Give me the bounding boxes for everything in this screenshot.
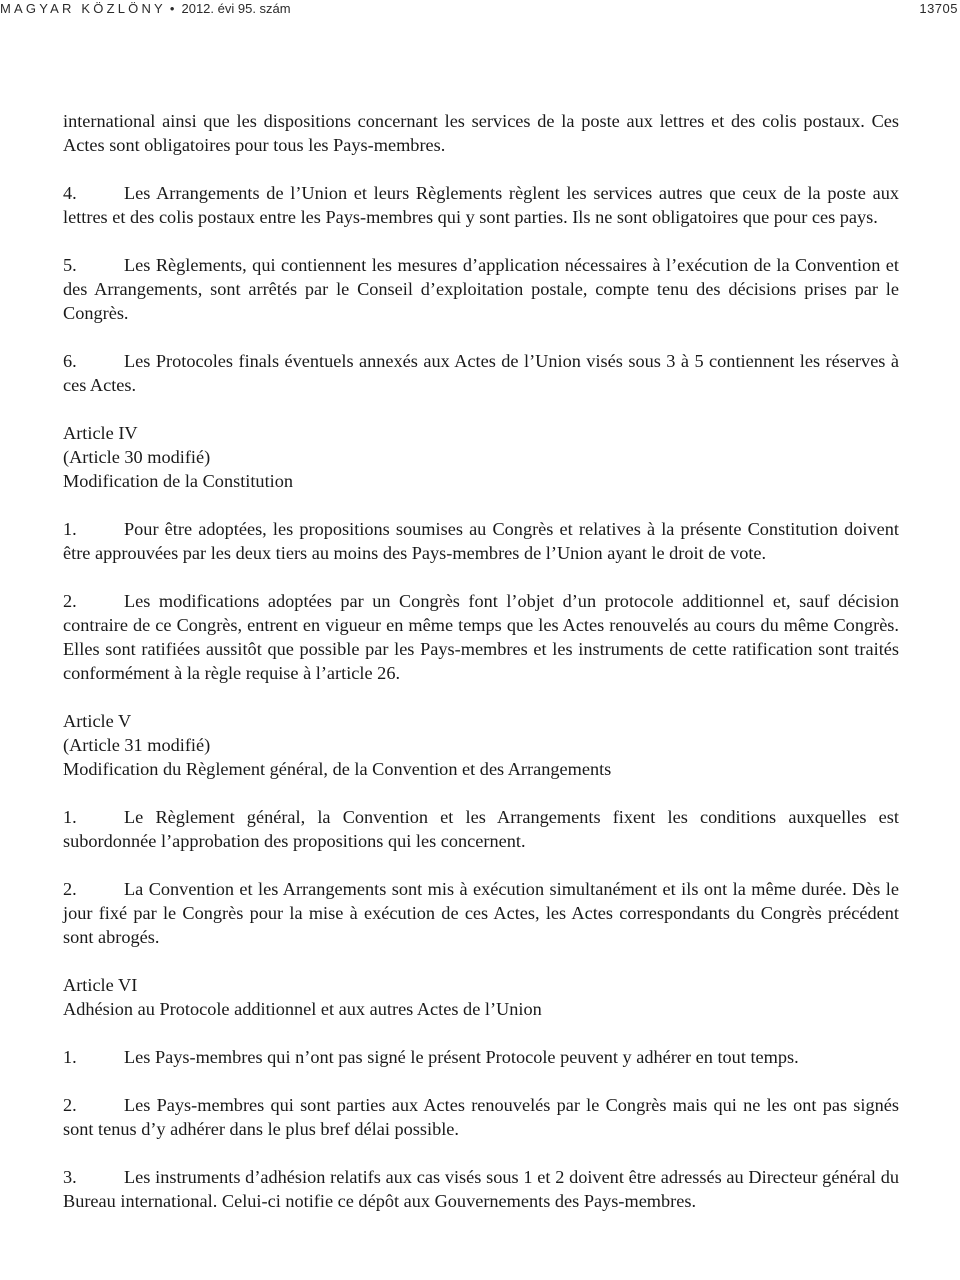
paragraph-number: 2. xyxy=(63,879,77,899)
paragraph xyxy=(63,1165,899,1213)
paragraph-text: Le Règlement général, la Convention et les Arrangements fixent les conditions auxquelles est subordonnée l’approbation des propositions qui les concernent. xyxy=(63,807,899,851)
paragraph xyxy=(63,517,899,565)
article-caption: Adhésion au Protocole additionnel et aux autres Actes de l’Union xyxy=(63,999,542,1019)
paragraph xyxy=(63,253,899,325)
paragraph-text: Pour être adoptées, les propositions soumises au Congrès et relatives à la présente Constitution doivent être approuvées par les deux tiers au moins des Pays-membres de l’Union ayant le droit de vote. xyxy=(63,519,899,563)
page-number: 13705 xyxy=(919,1,958,16)
paragraph-text: Les instruments d’adhésion relatifs aux cas visés sous 1 et 2 doivent être adressés au Directeur général du Bureau international. Celui-ci notifie ce dépôt aux Gouvernements des Pays-membres. xyxy=(63,1167,899,1211)
paragraph xyxy=(63,589,899,685)
paragraph-number: 1. xyxy=(63,807,77,827)
paragraph-number: 4. xyxy=(63,183,77,203)
paragraph-continuation xyxy=(63,109,899,157)
running-head xyxy=(0,1,291,16)
article-heading xyxy=(63,709,899,781)
article-subtitle: (Article 30 modifié) xyxy=(63,447,211,467)
page-header xyxy=(0,0,960,22)
article-title: Article V xyxy=(63,711,132,731)
paragraph xyxy=(63,1093,899,1141)
paragraph-text: Les Pays-membres qui sont parties aux Actes renouvelés par le Congrès mais qui ne les ont pas signés sont tenus d’y adhérer dans le plus bref délai possible. xyxy=(63,1095,899,1139)
paragraph-number: 5. xyxy=(63,255,77,275)
paragraph-number: 3. xyxy=(63,1167,77,1187)
issue-label: 2012. évi 95. szám xyxy=(181,1,291,16)
document-body xyxy=(63,109,899,1213)
paragraph-text: international ainsi que les dispositions concernant les services de la poste aux lettres et des colis postaux. Ces Actes sont obligatoires pour tous les Pays-membres. xyxy=(63,111,899,155)
article-heading xyxy=(63,973,899,1021)
paragraph-number: 2. xyxy=(63,1095,77,1115)
paragraph xyxy=(63,877,899,949)
bullet-separator: • xyxy=(169,1,175,16)
paragraph-text: La Convention et les Arrangements sont mis à exécution simultanément et ils ont la même durée. Dès le jour fixé par le Congrès pour la mise à exécution de ces Actes, les Actes correspondants du Congrès précédent sont abrogés. xyxy=(63,879,899,947)
article-caption: Modification de la Constitution xyxy=(63,471,294,491)
article-heading xyxy=(63,421,899,493)
paragraph-text: Les Arrangements de l’Union et leurs Règlements règlent les services autres que ceux de la poste aux lettres et des colis postaux entre les Pays-membres qui y sont parties. Ils ne sont obligatoires que pour ces pays. xyxy=(63,183,899,227)
paragraph-number: 1. xyxy=(63,519,77,539)
article-subtitle: (Article 31 modifié) xyxy=(63,735,211,755)
paragraph-text: Les Protocoles finals éventuels annexés aux Actes de l’Union visés sous 3 à 5 contiennent les réserves à ces Actes. xyxy=(63,351,899,395)
article-title: Article VI xyxy=(63,975,138,995)
paragraph xyxy=(63,805,899,853)
paragraph-number: 2. xyxy=(63,591,77,611)
paragraph-number: 1. xyxy=(63,1047,77,1067)
journal-name: MAGYAR KÖZLÖNY xyxy=(0,1,166,16)
paragraph xyxy=(63,1045,899,1069)
paragraph xyxy=(63,181,899,229)
paragraph-text: Les Règlements, qui contiennent les mesures d’application nécessaires à l’exécution de la Convention et des Arrangements, sont arrêtés par le Conseil d’exploitation postale, compte tenu des décisions prises par le Congrès. xyxy=(63,255,899,323)
paragraph-number: 6. xyxy=(63,351,77,371)
article-title: Article IV xyxy=(63,423,138,443)
paragraph-text: Les Pays-membres qui n’ont pas signé le présent Protocole peuvent y adhérer en tout temps. xyxy=(124,1047,799,1067)
paragraph xyxy=(63,349,899,397)
paragraph-text: Les modifications adoptées par un Congrès font l’objet d’un protocole additionnel et, sauf décision contraire de ce Congrès, entrent en vigueur en même temps que les Actes renouvelés au cours du même Congrès. Elles sont ratifiées aussitôt que possible par les Pays-membres et les instruments de cette ratification sont traités conformément à la règle requise à l’article 26. xyxy=(63,591,899,683)
article-caption: Modification du Règlement général, de la Convention et des Arrangements xyxy=(63,759,612,779)
